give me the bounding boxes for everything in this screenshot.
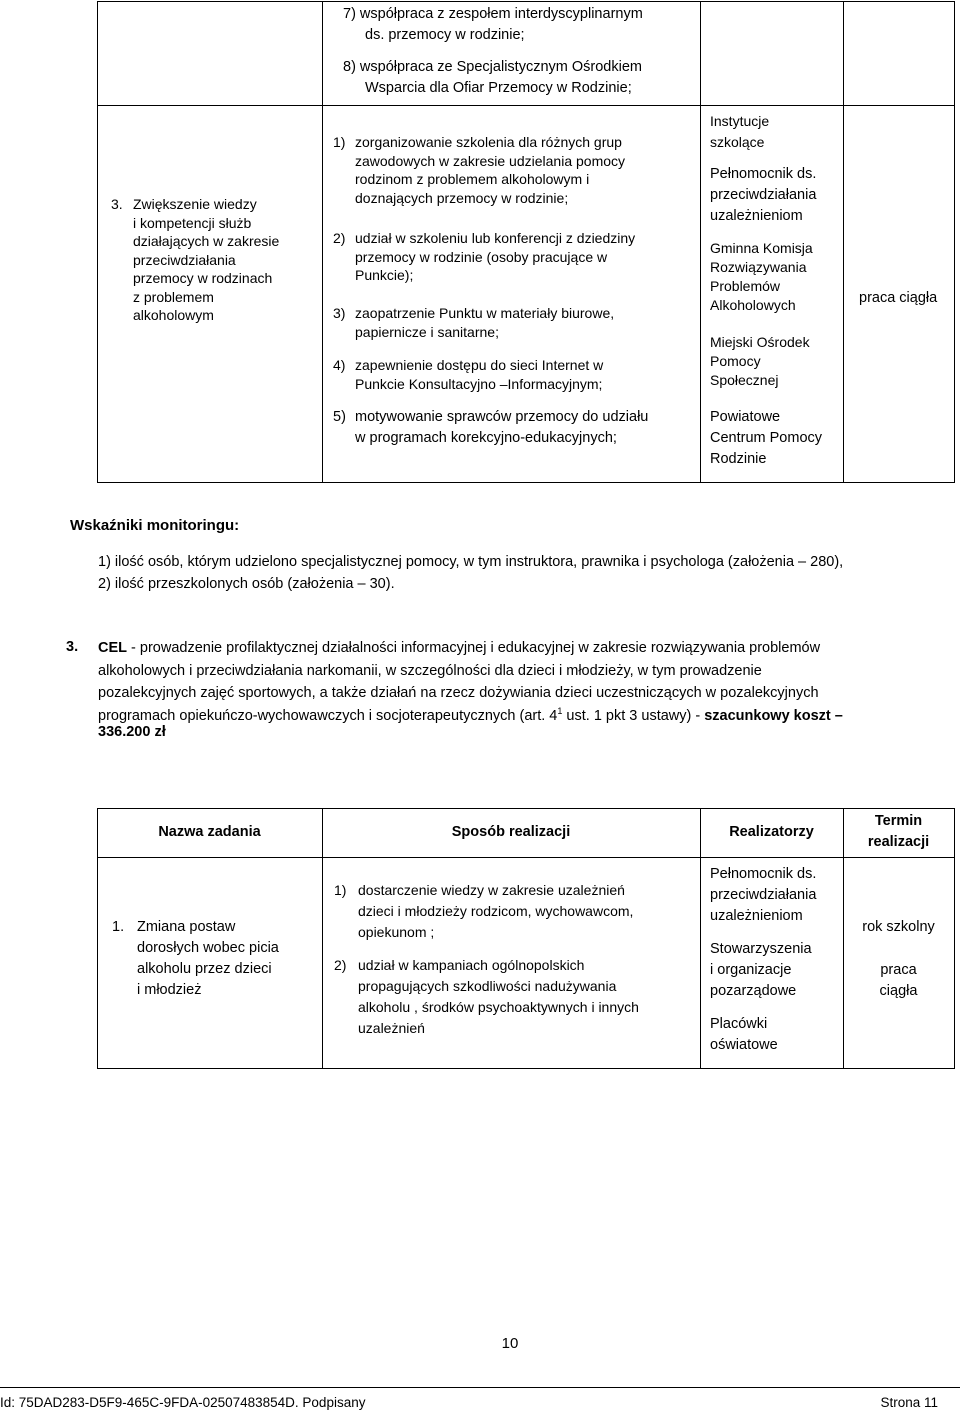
method-number: 3) [333, 305, 346, 321]
task-line: i młodzież [137, 982, 202, 998]
method-line: zaopatrzenie Punktu w materiały biurowe, [355, 305, 615, 321]
monitoring-heading: Wskaźniki monitoringu: [70, 517, 240, 534]
executor-line: Miejski Ośrodek [710, 334, 810, 350]
task-number: 1. [112, 919, 125, 935]
method-number: 1) [333, 134, 346, 150]
term-cell: ciągła [879, 983, 918, 999]
task-line: alkoholu przez dzieci [137, 961, 272, 977]
term-cell: praca [880, 962, 917, 978]
carry-over-item-8-line2: Wsparcia dla Ofiar Przemocy w Rodzinie; [365, 80, 632, 96]
goal-superscript: 1 [557, 705, 563, 716]
method-line: motywowanie sprawców przemocy do udziału [355, 409, 649, 425]
goal-line-4 [98, 705, 950, 728]
executor-line: Gminna Komisja [710, 240, 813, 256]
term-cell: praca ciągła [859, 290, 938, 306]
executor-line: Pełnomocnik ds. [710, 166, 817, 182]
task-line: i kompetencji służb [133, 214, 252, 231]
method-line: zorganizowanie szkolenia dla różnych grup [355, 134, 622, 150]
executor-line: przeciwdziałania [710, 887, 817, 903]
footer-document-id: Id: 75DAD283-D5F9-465C-9FDA-02507483854D. Podpisany [0, 1395, 366, 1410]
table-2-col-border [954, 808, 955, 1069]
executor-line: Instytucje [710, 113, 770, 129]
method-line: alkoholu , środków psychoaktywnych i innych [358, 999, 639, 1015]
header-term: realizacji [867, 834, 930, 850]
goal-line-1 [98, 637, 950, 660]
method-line: zapewnienie dostępu do sieci Internet w [355, 357, 604, 373]
method-number: 1) [334, 882, 347, 898]
executor-line: przeciwdziałania [710, 187, 817, 203]
method-line: zawodowych w zakresie udzielania pomocy [355, 152, 626, 169]
method-line: przemocy w rodzinie (osoby pracujące w [355, 248, 608, 265]
header-task-name: Nazwa zadania [158, 824, 261, 840]
executor-line: uzależnieniom [710, 208, 803, 224]
executor-line: Rodzinie [710, 451, 767, 467]
method-line: rodzinom z problemem alkoholowym i [355, 171, 590, 187]
goal-number: 3. [66, 639, 79, 655]
table-1-col-border [843, 1, 844, 483]
task-line: działających w zakresie [133, 233, 280, 249]
header-method: Sposób realizacji [451, 824, 571, 840]
table-1-col-border [97, 1, 98, 483]
method-line: papiernicze i sanitarne; [355, 323, 499, 340]
executor-line: Pełnomocnik ds. [710, 866, 817, 882]
page-number: 10 [501, 1335, 519, 1352]
carry-over-item-7-line1: 7) współpraca z zespołem interdyscyplinarnym [343, 6, 643, 22]
executor-line: Alkoholowych [710, 297, 796, 313]
executor-line: Pomocy [710, 353, 761, 369]
executor-line: Społecznej [710, 372, 779, 388]
table-2-top-border [97, 808, 955, 809]
task-line: dorosłych wobec picia [137, 940, 279, 956]
method-line: w programach korekcyjno-edukacyjnych; [355, 430, 617, 446]
goal-line-4-tail: ust. 1 pkt 3 ustawy) - [562, 707, 705, 724]
task-line: Zmiana postaw [137, 919, 236, 935]
goal-amount-value: 336.200 zł [98, 724, 166, 740]
task-line: przemocy w rodzinach [133, 270, 273, 286]
table-1-col-border [700, 1, 701, 483]
footer-page-label: Strona 11 [880, 1395, 938, 1410]
goal-line-2: alkoholowych i przeciwdziałania narkomanii, w szczególności dla dzieci i młodzieży, w tym prowadzenie [98, 662, 762, 679]
goal-line-4-text: programach opiekuńczo-wychowawczych i socjoterapeutycznych (art. 4 [98, 707, 558, 724]
method-line: udział w kampaniach ogólnopolskich [358, 957, 585, 973]
method-number: 4) [333, 357, 346, 373]
header-term: Termin [874, 813, 923, 829]
task-line: przeciwdziałania [133, 251, 236, 268]
carry-over-item-8-line1: 8) współpraca ze Specjalistycznym Ośrodkiem [343, 59, 642, 75]
executor-line: i organizacje [710, 962, 792, 978]
table-2-col-border [322, 808, 323, 1069]
task-number: 3. [111, 196, 123, 212]
executor-line: Stowarzyszenia [710, 941, 812, 957]
method-line: propagujących szkodliwości nadużywania [358, 978, 617, 994]
table-1-row-divider [97, 105, 955, 106]
method-line: udział w szkoleniu lub konferencji z dziedziny [355, 230, 636, 246]
executor-line: Problemów [710, 278, 781, 294]
executor-line: Centrum Pomocy [710, 430, 823, 446]
monitoring-item: 1) ilość osób, którym udzielono specjalistycznej pomocy, w tym instruktora, prawnika i psychologa (założenia – 280), [98, 554, 844, 570]
executor-line: Placówki [710, 1016, 768, 1032]
table-2-header-divider [97, 857, 955, 858]
task-line: alkoholowym [133, 307, 214, 323]
monitoring-item: 2) ilość przeszkolonych osób (założenia – 30). [98, 576, 395, 592]
table-1-col-border [322, 1, 323, 483]
term-cell: rok szkolny [862, 919, 935, 935]
method-line: dostarczenie wiedzy w zakresie uzależnień [358, 882, 625, 898]
table-2-col-border [700, 808, 701, 1069]
goal-line-3: pozalekcyjnych zajęć sportowych, a także działań na rzecz dożywiania dzieci uczestniczących w pozalekcyjnych [98, 685, 819, 701]
method-number: 2) [334, 957, 347, 973]
table-1-col-border [954, 1, 955, 483]
method-line: Punkcie Konsultacyjno –Informacyjnym; [355, 375, 603, 392]
goal-amount-label: szacunkowy koszt – [704, 707, 843, 724]
executor-line: szkolące [710, 134, 765, 150]
table-1-top-border [97, 1, 955, 2]
method-line: Punkcie); [355, 267, 414, 283]
table-2-col-border [97, 808, 98, 1069]
task-line: Zwiększenie wiedzy [133, 196, 257, 212]
executor-line: Powiatowe [710, 409, 781, 425]
table-1-bottom-border [97, 482, 955, 483]
goal-label: CEL [98, 640, 127, 656]
carry-over-item-7-line2: ds. przemocy w rodzinie; [365, 27, 525, 43]
method-line: opiekunom ; [358, 924, 435, 940]
table-2-bottom-border [97, 1068, 955, 1069]
executor-line: pozarządowe [710, 983, 797, 999]
method-number: 5) [333, 409, 346, 425]
method-line: dzieci i młodzieży rodzicom, wychowawcom, [358, 903, 634, 919]
method-number: 2) [333, 230, 346, 246]
method-line: doznających przemocy w rodzinie; [355, 189, 569, 206]
executor-line: uzależnieniom [710, 908, 803, 924]
method-line: uzależnień [358, 1020, 425, 1036]
executor-line: oświatowe [710, 1037, 778, 1053]
footer-divider [0, 1387, 960, 1388]
task-line: z problemem [133, 288, 214, 305]
header-executors: Realizatorzy [729, 824, 814, 840]
goal-line-1-text: - prowadzenie profilaktycznej działalności informacyjnej i edukacyjnej w zakresie rozwiązywania problemów [127, 640, 821, 656]
executor-line: Rozwiązywania [710, 259, 807, 275]
